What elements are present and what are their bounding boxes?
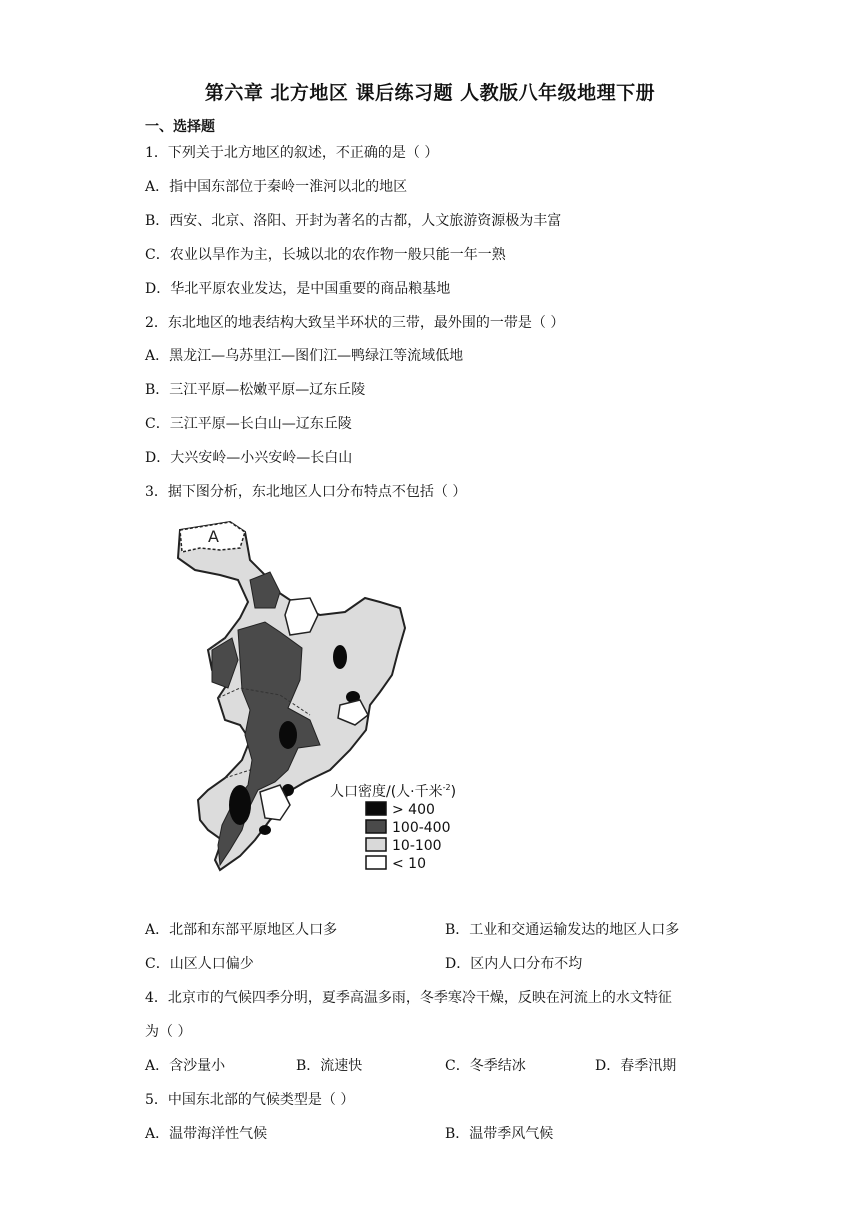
question-1-option-a: A．指中国东部位于秦岭一淮河以北的地区 bbox=[145, 179, 408, 195]
question-2-option-c: C．三江平原—长白山—辽东丘陵 bbox=[145, 416, 352, 432]
legend-swatch-0 bbox=[366, 802, 386, 815]
page-title: 第六章 北方地区 课后练习题 人教版八年级地理下册 bbox=[204, 82, 656, 104]
legend-swatch-3 bbox=[366, 856, 386, 869]
question-5-option-b: B．温带季风气候 bbox=[445, 1126, 554, 1142]
question-3-stem: 3．据下图分析，东北地区人口分布特点不包括（ ） bbox=[145, 484, 467, 500]
map-dot-black-4 bbox=[229, 785, 251, 825]
question-5-stem: 5．中国东北部的气候类型是（ ） bbox=[145, 1092, 355, 1108]
legend bbox=[366, 802, 451, 872]
map-dot-black-5 bbox=[259, 825, 271, 835]
question-4-stem: 4．北京市的气候四季分明，夏季高温多雨，冬季寒冷干燥，反映在河流上的水文特征 bbox=[145, 990, 672, 1006]
legend-swatch-2 bbox=[366, 838, 386, 851]
question-4-option-c: C．冬季结冰 bbox=[445, 1058, 526, 1074]
question-1-stem: 1．下列关于北方地区的叙述，不正确的是（ ） bbox=[145, 145, 439, 161]
question-1-option-b: B．西安、北京、洛阳、开封为著名的古都，人文旅游资源极为丰富 bbox=[145, 213, 562, 229]
population-density-map bbox=[170, 520, 480, 880]
question-1-option-c: C．农业以旱作为主，长城以北的农作物一般只能一年一熟 bbox=[145, 247, 506, 263]
question-3-option-a: A．北部和东部平原地区人口多 bbox=[145, 922, 338, 938]
question-5-option-a: A．温带海洋性气候 bbox=[145, 1126, 268, 1142]
question-4-stem-continued: 为（ ） bbox=[145, 1024, 192, 1040]
question-3-option-b: B．工业和交通运输发达的地区人口多 bbox=[445, 922, 680, 938]
question-2-option-a: A．黑龙江—乌苏里江—图们江—鸭绿江等流域低地 bbox=[145, 348, 464, 364]
legend-label-2: 10-100 bbox=[392, 838, 442, 854]
legend-title: 人口密度/(人·千米$^{-2}$) bbox=[330, 783, 457, 800]
question-3-option-c: C．山区人口偏少 bbox=[145, 956, 254, 972]
legend-label-1: 100-400 bbox=[392, 820, 451, 836]
section-heading: 一、选择题 bbox=[145, 119, 215, 135]
question-2-option-b: B．三江平原—松嫩平原—辽东丘陵 bbox=[145, 382, 366, 398]
legend-label-0: > 400 bbox=[392, 802, 435, 818]
question-2-stem: 2．东北地区的地表结构大致呈半环状的三带，最外围的一带是（ ） bbox=[145, 315, 565, 331]
map-dot-black-1 bbox=[333, 645, 347, 669]
question-3-option-d: D．区内人口分布不均 bbox=[445, 956, 583, 972]
legend-label-3: < 10 bbox=[392, 856, 426, 872]
question-2-option-d: D．大兴安岭—小兴安岭—长白山 bbox=[145, 450, 353, 466]
map-label-a: A bbox=[208, 527, 219, 546]
question-4-option-b: B．流速快 bbox=[296, 1058, 363, 1074]
question-1-option-d: D．华北平原农业发达，是中国重要的商品粮基地 bbox=[145, 281, 451, 297]
question-4-option-a: A．含沙量小 bbox=[145, 1058, 226, 1074]
legend-swatch-1 bbox=[366, 820, 386, 833]
map-dot-black-3 bbox=[279, 721, 297, 749]
question-4-option-d: D．春季汛期 bbox=[595, 1058, 677, 1074]
